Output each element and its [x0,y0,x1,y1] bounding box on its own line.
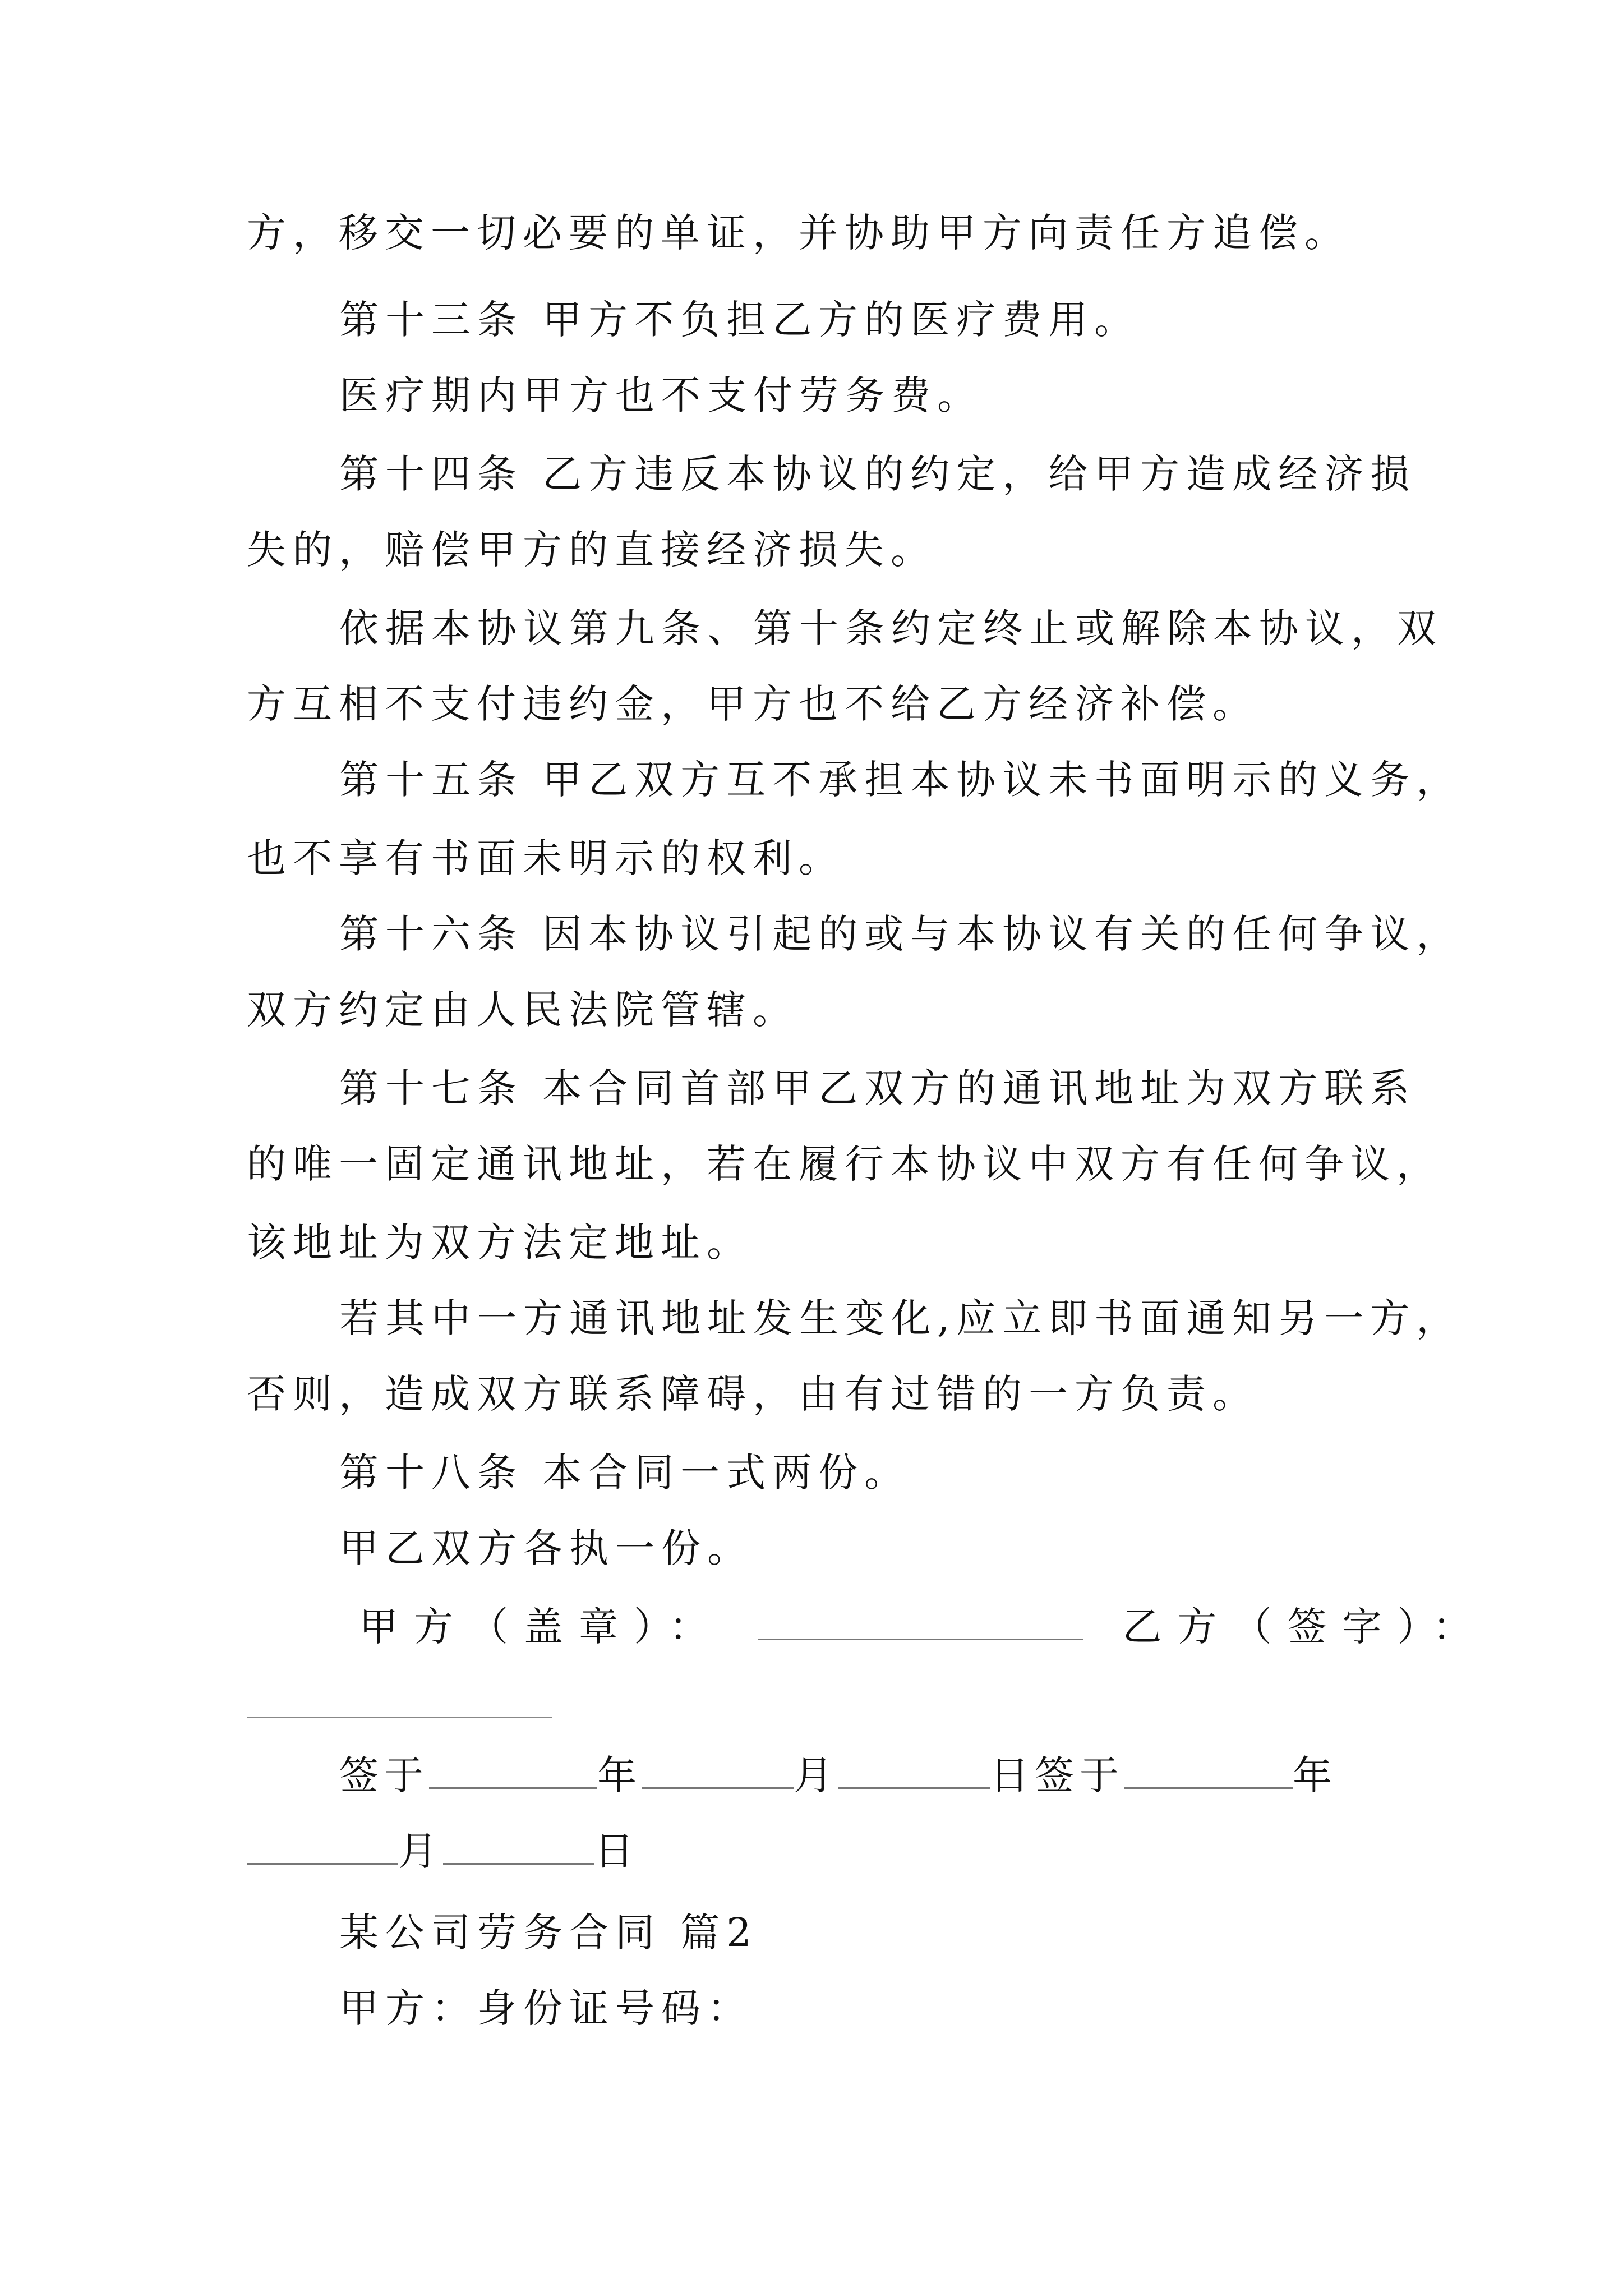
paragraph-line: 该地址为双方法定地址。 [247,1220,753,1266]
paragraph-line: 否则，造成双方联系障碍，由有过错的一方负责。 [247,1371,1258,1417]
year-blank [1124,1754,1293,1789]
paragraph-line: 失的，赔偿甲方的直接经济损失。 [247,527,937,573]
year-label: 年 [597,1752,642,1798]
paragraph-line: 若其中一方通讯地址发生变化,应立即书面通知另一方， [339,1295,1463,1341]
signature-row [359,1602,1488,1652]
paragraph-line: 第十七条 本合同首部甲乙双方的通讯地址为双方联系 [339,1065,1417,1111]
paragraph-line: 也不享有书面未明示的权利。 [247,835,845,881]
day-blank [838,1754,990,1789]
party-a-label: 甲方（盖章）： [359,1604,724,1650]
paragraph-line: 甲乙双方各执一份。 [339,1525,753,1571]
paragraph-line: 第十六条 因本协议引起的或与本协议有关的任何争议， [339,911,1463,957]
date-line-continued [247,1826,639,1876]
month-blank [247,1829,398,1865]
paragraph-line: 双方约定由人民法院管辖。 [247,987,799,1033]
sign-at-label: 签于 [1035,1752,1124,1798]
date-line [339,1750,1338,1801]
paragraph-line: 第十五条 甲乙双方互不承担本协议未书面明示的义务， [339,757,1463,803]
id-line: 甲方：身份证号码： [339,1985,753,2031]
paragraph-line: 第十四条 乙方违反本协议的约定，给甲方造成经济损 [339,451,1417,497]
paragraph-line: 方互相不支付违约金，甲方也不给乙方经济补偿。 [247,681,1258,727]
paragraph-line: 的唯一固定通讯地址，若在履行本协议中双方有任何争议， [247,1141,1442,1187]
party-a-blank [758,1605,1083,1640]
day-blank [443,1829,594,1865]
month-label: 月 [794,1752,838,1798]
party-b-blank [247,1717,552,1718]
paragraph-line: 依据本协议第九条、第十条约定终止或解除本协议，双 [339,605,1443,651]
paragraph-line: 第十八条 本合同一式两份。 [339,1450,911,1496]
paragraph-line: 方，移交一切必要的单证，并协助甲方向责任方追偿。 [247,210,1350,256]
month-label: 月 [398,1828,443,1874]
paragraph-line: 第十三条 甲方不负担乙方的医疗费用。 [339,297,1141,343]
year-blank [429,1754,597,1789]
party-b-label: 乙方（签字）： [1122,1604,1488,1650]
day-label: 日 [990,1752,1035,1798]
sign-at-label: 签于 [339,1752,429,1798]
month-blank [642,1754,794,1789]
day-label: 日 [594,1828,639,1874]
year-label: 年 [1293,1752,1338,1798]
section-title: 某公司劳务合同 篇2 [339,1910,758,1955]
paragraph-line: 医疗期内甲方也不支付劳务费。 [339,372,983,418]
